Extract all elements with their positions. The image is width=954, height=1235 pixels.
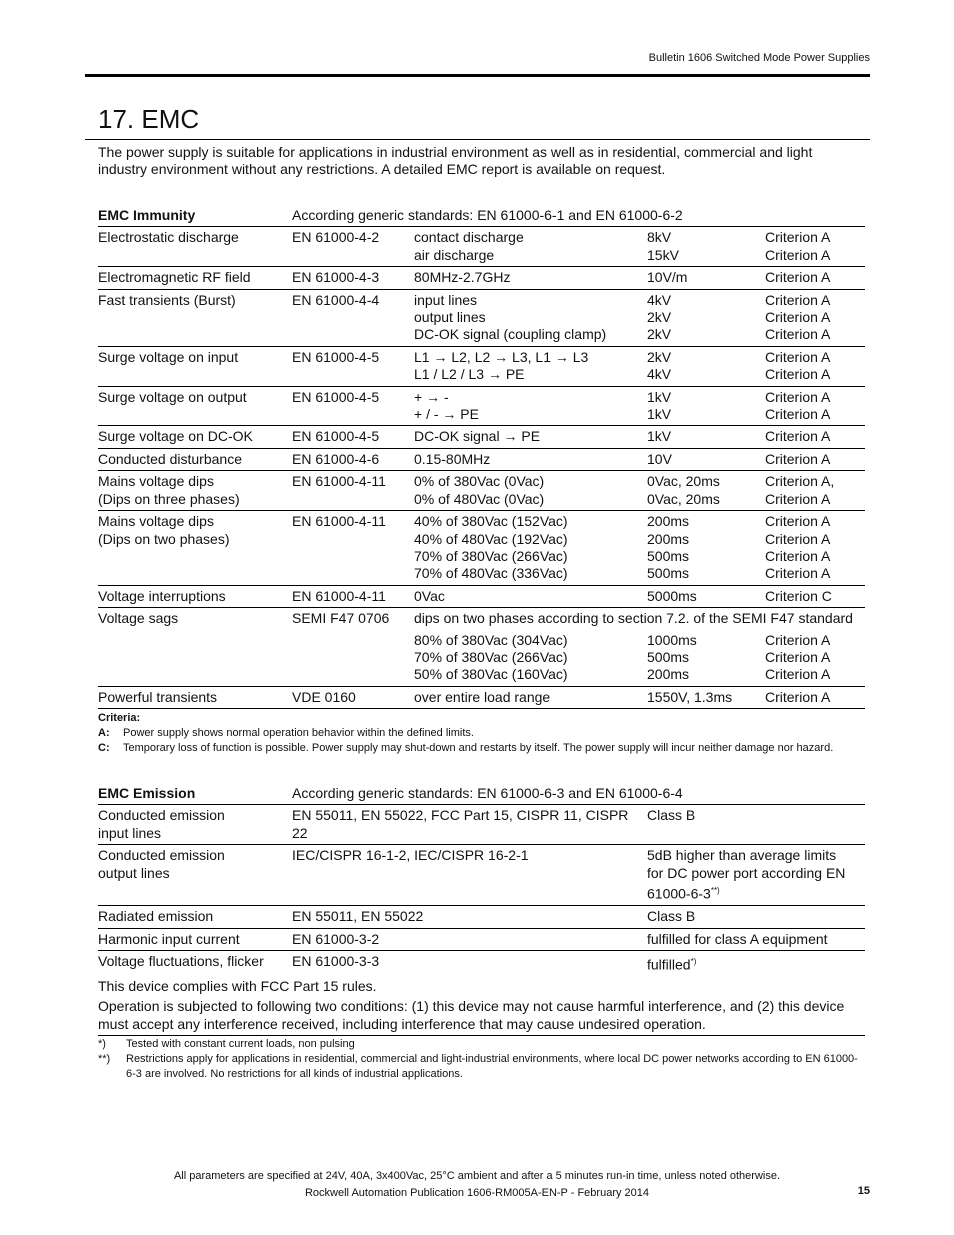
criterion-line: Criterion A [765, 490, 831, 507]
immunity-row [98, 448, 865, 470]
emission-type-line: Voltage fluctuations, flicker [98, 952, 264, 969]
immunity-row [98, 585, 865, 607]
phenomenon-line: Electrostatic discharge [98, 229, 239, 246]
criterion-line: Criterion A [765, 291, 831, 308]
criterion-line: Criterion A [765, 565, 831, 582]
phenomenon [98, 346, 292, 386]
criterion-line: Criterion A [765, 348, 831, 365]
test-level [647, 448, 765, 470]
footer-publication: Rockwell Automation Publication 1606-RM005A-EN-P - February 2014 [304, 1187, 650, 1199]
immunity-row [98, 511, 865, 586]
test-condition-line: 50% of 380Vac (160Vac) [414, 666, 568, 683]
immunity-row [98, 471, 865, 511]
phenomenon-line: Mains voltage dips [98, 513, 214, 530]
phenomenon [98, 267, 292, 289]
emc-immunity-table [98, 207, 865, 709]
test-condition-line: air discharge [414, 246, 495, 263]
emission-row [98, 928, 865, 950]
phenomenon-line: Mains voltage dips [98, 473, 214, 490]
test-level-line: 1kV [647, 406, 672, 423]
standard: EN 61000-4-11 [292, 471, 414, 511]
test-level-line: 10V [647, 450, 672, 467]
test-level [647, 686, 765, 708]
phenomenon [98, 448, 292, 470]
standard: EN 61000-4-6 [292, 448, 414, 470]
test-condition-line: 0% of 480Vac (0Vac) [414, 490, 545, 507]
emission-row [98, 950, 865, 976]
emission-standard: EN 61000-3-3 [292, 950, 647, 976]
test-level-line: 4kV [647, 366, 672, 383]
test-condition-line: 80MHz-2.7GHz [414, 269, 511, 286]
criterion [765, 426, 865, 448]
page-footer [0, 1168, 954, 1202]
criterion [765, 227, 865, 267]
criterion [765, 267, 865, 289]
criterion-line: Criterion A [765, 406, 831, 423]
test-condition-line: 70% of 480Vac (336Vac) [414, 565, 568, 582]
test-level [647, 630, 765, 687]
phenomenon [98, 426, 292, 448]
test-level-line: 500ms [647, 648, 690, 665]
test-level-line: 8kV [647, 229, 672, 246]
criterion-line: Criterion A [765, 309, 831, 326]
emission-row [98, 845, 865, 906]
test-condition-line: 70% of 380Vac (266Vac) [414, 547, 568, 564]
criterion-key: A: [98, 727, 110, 740]
standard: EN 61000-4-11 [292, 585, 414, 607]
test-condition [414, 346, 647, 386]
immunity-standards: According generic standards: EN 61000-6-1 and EN 61000-6-2 [292, 207, 683, 223]
criterion-line: Criterion A [765, 246, 831, 263]
test-condition [414, 426, 647, 448]
standard: SEMI F47 0706 [292, 608, 414, 630]
criterion-line: Criterion A [765, 326, 831, 343]
test-condition [414, 686, 647, 708]
criterion [765, 585, 865, 607]
phenomenon-line: Surge voltage on output [98, 388, 247, 405]
test-level-line: 2kV [647, 309, 672, 326]
test-condition [414, 448, 647, 470]
immunity-row [98, 346, 865, 386]
phenomenon-line: Powerful transients [98, 688, 218, 705]
fcc-statement [98, 976, 865, 1036]
emc-emission-table [98, 785, 865, 976]
test-level-line: 0Vac, 20ms [647, 490, 720, 507]
emission-standard: EN 55011, EN 55022, FCC Part 15, CISPR 11, CISPR 22 [292, 805, 647, 845]
test-condition [414, 471, 647, 511]
criterion-line: Criterion A [765, 450, 831, 467]
test-condition-line: over entire load range [414, 688, 551, 705]
emission-row [98, 805, 865, 845]
empty-cell [98, 630, 292, 687]
test-level [647, 511, 765, 586]
criterion-definition [98, 726, 865, 741]
page-number: 15 [857, 1185, 870, 1197]
criterion-line: Criterion A [765, 530, 831, 547]
footer-conditions: All parameters are specified at 24V, 40A, 3x400Vac, 25°C ambient and after a 5 minutes run-in time, unless noted otherwise. [173, 1170, 781, 1182]
phenomenon [98, 471, 292, 511]
emission-result-line: 5dB higher than average limits [647, 847, 837, 864]
immunity-row-cont [98, 630, 865, 687]
test-level-line: 2kV [647, 326, 672, 343]
emission-heading: EMC Emission [98, 785, 196, 801]
criterion-line: Criterion A [765, 666, 831, 683]
phenomenon [98, 608, 292, 630]
footnote-text: Tested with constant current loads, non pulsing [126, 1037, 355, 1050]
test-level-line: 1kV [647, 428, 672, 445]
test-condition-line: 0Vac [414, 587, 445, 604]
emission-type-line: Conducted emission [98, 807, 225, 824]
phenomenon [98, 289, 292, 346]
footnote-text: Restrictions apply for applications in residential, commercial and light-industrial environments, where local DC power networks according to EN 61000-6-3 are involved. No restrictions for all kinds of industrial applications. [126, 1052, 858, 1080]
footnote-ref: **) [710, 886, 720, 896]
running-header: Bulletin 1606 Switched Mode Power Supplies [648, 52, 870, 64]
test-condition [414, 511, 647, 586]
criterion-line: Criterion A [765, 513, 831, 530]
emission-standards: According generic standards: EN 61000-6-3 and EN 61000-6-4 [292, 785, 683, 801]
criterion-definition [98, 741, 865, 756]
phenomenon-line: Conducted disturbance [98, 450, 242, 467]
immunity-row [98, 267, 865, 289]
emission-type [98, 805, 292, 845]
test-condition-line: + → - [414, 388, 449, 405]
phenomenon-line: Surge voltage on input [98, 348, 239, 365]
emission-type-line: output lines [98, 864, 170, 881]
test-condition-line: DC-OK signal → PE [414, 428, 541, 445]
phenomenon [98, 585, 292, 607]
test-condition [414, 289, 647, 346]
test-level [647, 471, 765, 511]
emission-result [647, 928, 865, 950]
criterion-line: Criterion A [765, 366, 831, 383]
test-level-line: 1000ms [647, 631, 697, 648]
test-condition-line: contact discharge [414, 229, 524, 246]
criterion [765, 511, 865, 586]
test-condition-span: dips on two phases according to section 7.2. of the SEMI F47 standard [414, 608, 865, 630]
test-level-line: 500ms [647, 547, 690, 564]
footnote [98, 1052, 865, 1082]
title-rule [85, 139, 870, 140]
test-condition [414, 386, 647, 426]
emission-type-line: Conducted emission [98, 847, 225, 864]
criterion-line: Criterion A [765, 269, 831, 286]
test-level-line: 200ms [647, 666, 690, 683]
test-level-line: 200ms [647, 513, 690, 530]
criterion-line: Criterion C [765, 587, 832, 604]
criterion-line: Criterion A [765, 547, 831, 564]
phenomenon-line: Electromagnetic RF field [98, 269, 251, 286]
immunity-row [98, 386, 865, 426]
test-condition-line: L1 → L2, L2 → L3, L1 → L3 [414, 348, 589, 365]
test-level-line: 0Vac, 20ms [647, 473, 720, 490]
emission-standard: EN 61000-3-2 [292, 928, 647, 950]
test-condition-line: DC-OK signal (coupling clamp) [414, 326, 607, 343]
test-condition-line: 40% of 380Vac (152Vac) [414, 513, 568, 530]
test-condition [414, 227, 647, 267]
emission-standard: EN 55011, EN 55022 [292, 906, 647, 928]
footnotes [98, 1037, 865, 1082]
criterion-line: Criterion A [765, 648, 831, 665]
phenomenon-line: Voltage interruptions [98, 587, 226, 604]
phenomenon-line: Voltage sags [98, 610, 179, 627]
standard: EN 61000-4-5 [292, 426, 414, 448]
immunity-row [98, 426, 865, 448]
immunity-row [98, 227, 865, 267]
emc-emission-section [98, 785, 865, 1082]
test-condition [414, 267, 647, 289]
emc-immunity-section [98, 207, 865, 756]
fcc-line-2: Operation is subjected to following two conditions: (1) this device may not cause harmful interference, and (2) this device must accept any interference received, including interference that may cause undesired operation. [98, 995, 865, 1036]
criterion-line: Criterion A [765, 428, 831, 445]
phenomenon [98, 386, 292, 426]
test-level [647, 227, 765, 267]
empty-cell [292, 630, 414, 687]
phenomenon [98, 686, 292, 708]
test-level-line: 10V/m [647, 269, 688, 286]
standard: EN 61000-4-11 [292, 511, 414, 586]
emission-type-line: Radiated emission [98, 908, 214, 925]
test-level-line: 200ms [647, 530, 690, 547]
test-condition-line: + / - → PE [414, 406, 479, 423]
test-level-line: 500ms [647, 565, 690, 582]
emission-result-line: Class B [647, 807, 696, 824]
test-level [647, 289, 765, 346]
emission-row [98, 906, 865, 928]
test-level-line: 15kV [647, 246, 679, 263]
test-condition [414, 630, 647, 687]
emission-type-line: input lines [98, 824, 162, 841]
criterion [765, 448, 865, 470]
emission-result [647, 805, 865, 845]
test-level [647, 267, 765, 289]
section-title: 17. EMC [98, 104, 200, 134]
criteria-heading: Criteria: [98, 712, 141, 725]
immunity-heading: EMC Immunity [98, 207, 196, 223]
standard: EN 61000-4-3 [292, 267, 414, 289]
emission-result-line: 61000-6-3 [647, 885, 711, 902]
emission-type [98, 845, 292, 906]
criterion-line: Criterion A [765, 631, 831, 648]
fcc-line-1: This device complies with FCC Part 15 rules. [98, 977, 377, 994]
test-level-line: 1550V, 1.3ms [647, 688, 733, 705]
emission-result-line: Class B [647, 908, 696, 925]
criterion-text: Temporary loss of function is possible. Power supply may shut-down and restarts by itself. The power supply will incur neither damage nor hazard. [123, 742, 834, 755]
emission-result [647, 950, 865, 976]
emission-type [98, 950, 292, 976]
test-condition [414, 585, 647, 607]
emission-type [98, 906, 292, 928]
criterion [765, 346, 865, 386]
test-condition-line: L1 / L2 / L3 → PE [414, 366, 525, 383]
emission-result-line: fulfilled [647, 956, 691, 973]
footnote-ref: *) [690, 956, 697, 966]
criterion-line: Criterion A, [765, 473, 835, 490]
test-condition-line: 70% of 380Vac (266Vac) [414, 648, 568, 665]
standard: EN 61000-4-5 [292, 386, 414, 426]
test-condition-line: 40% of 480Vac (192Vac) [414, 530, 568, 547]
test-level [647, 386, 765, 426]
criterion-line: Criterion A [765, 229, 831, 246]
emission-result-line: fulfilled for class A equipment [647, 930, 828, 947]
criterion [765, 471, 865, 511]
phenomenon [98, 227, 292, 267]
immunity-row [98, 608, 865, 630]
emission-type [98, 928, 292, 950]
test-level-line: 5000ms [647, 587, 697, 604]
criterion [765, 386, 865, 426]
footnote [98, 1037, 865, 1052]
emission-standard: IEC/CISPR 16-1-2, IEC/CISPR 16-2-1 [292, 845, 647, 906]
emission-result [647, 845, 865, 906]
test-level-line: 4kV [647, 291, 672, 308]
phenomenon-line: (Dips on three phases) [98, 490, 240, 507]
test-condition-line: output lines [414, 309, 486, 326]
immunity-row [98, 686, 865, 708]
footnote-key: *) [98, 1037, 106, 1050]
phenomenon [98, 511, 292, 586]
footnote-key: **) [98, 1052, 111, 1065]
criterion-text: Power supply shows normal operation behavior within the defined limits. [123, 727, 474, 740]
phenomenon-line: Surge voltage on DC-OK [98, 428, 253, 445]
standard: EN 61000-4-4 [292, 289, 414, 346]
criterion-line: Criterion A [765, 688, 831, 705]
test-level [647, 426, 765, 448]
immunity-row [98, 289, 865, 346]
test-condition-line: 0% of 380Vac (0Vac) [414, 473, 545, 490]
test-level [647, 346, 765, 386]
test-condition-line: 0.15-80MHz [414, 450, 491, 467]
test-condition-line: input lines [414, 291, 478, 308]
header-rule [85, 74, 870, 77]
criteria-block [98, 711, 865, 756]
emission-type-line: Harmonic input current [98, 930, 240, 947]
criterion-key: C: [98, 742, 110, 755]
emission-result-line: for DC power port according EN [647, 864, 846, 881]
test-condition-line: 80% of 380Vac (304Vac) [414, 631, 568, 648]
standard: EN 61000-4-2 [292, 227, 414, 267]
standard: EN 61000-4-5 [292, 346, 414, 386]
standard: VDE 0160 [292, 686, 414, 708]
test-level-line: 1kV [647, 388, 672, 405]
emission-result [647, 906, 865, 928]
criterion-line: Criterion A [765, 388, 831, 405]
phenomenon-line: (Dips on two phases) [98, 530, 230, 547]
phenomenon-line: Fast transients (Burst) [98, 291, 236, 308]
criterion [765, 289, 865, 346]
criterion [765, 686, 865, 708]
test-level-line: 2kV [647, 348, 672, 365]
criterion [765, 630, 865, 687]
test-level [647, 585, 765, 607]
intro-paragraph: The power supply is suitable for applications in industrial environment as well as in residential, commercial and light industry environment without any restrictions. A detailed EMC report is available on request. [98, 144, 813, 177]
